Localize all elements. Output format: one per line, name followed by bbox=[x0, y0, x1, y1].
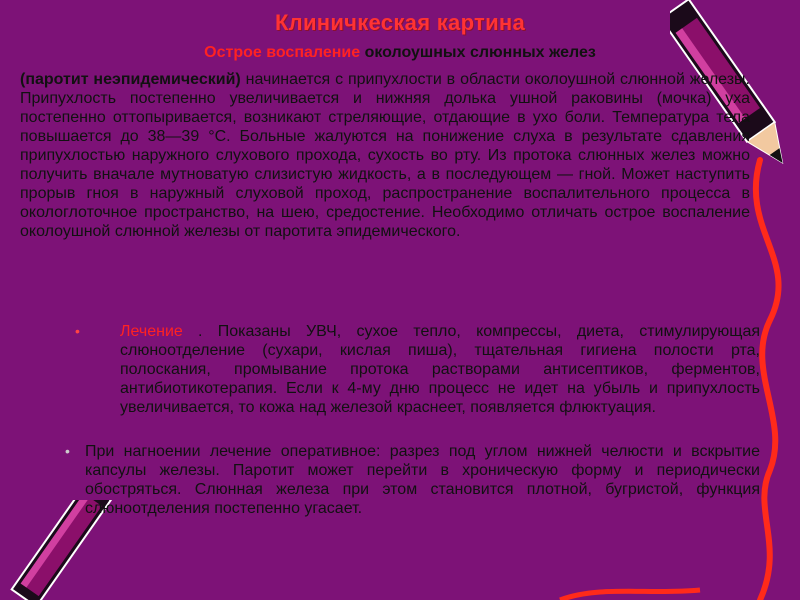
paragraph-lead: (паротит неэпидемический) bbox=[20, 71, 241, 88]
bullet-icon: • bbox=[75, 323, 80, 339]
subtitle-rest: околоушных слюнных желез bbox=[360, 44, 596, 61]
slide-title: Клиничкеская картина bbox=[274, 10, 526, 35]
main-paragraph bbox=[20, 70, 750, 241]
bullet-icon: • bbox=[65, 443, 70, 459]
treatment-bullet bbox=[75, 322, 760, 417]
squiggle-path-bottom bbox=[560, 590, 700, 600]
slide-subtitle bbox=[0, 44, 800, 62]
paragraph-body: начинается с припухлости в области околоушной слюнной железы. Припухлость постепенно увеличивается и нижняя долька ушной раковины (мочка) уха постепенно оттопыривается, возникают стреляющие, отдающие в ухо боли. Температура тела повышается до 38—39 °С. Больные жалуются на понижение слуха в результате сдавления припухлостью наружного слухового прохода, сухость во рту. Из протока слюнных желез можно получить вначале мутноватую слизистую жидкость, а в последующем — гной. Может наступить прорыв гноя в наружный слуховой проход, распространение воспалительного процесса в окологлоточное пространство, на шею, средостение. Необходимо отличать острое воспаление околоушной слюнной железы от паротита эпидемического. bbox=[20, 71, 750, 240]
treatment-label: Лечение bbox=[120, 323, 183, 340]
surgery-text: При нагноении лечение оперативное: разрез под углом нижней челюсти и вскрытие капсулы железы. Паротит может перейти в хроническую форму и периодически обостряться. Слюнная железа при этом становится плотной, бугристой, функция слюноотделения постепенно угасает. bbox=[85, 443, 760, 517]
treatment-text: . Показаны УВЧ, сухое тепло, компрессы, диета, стимулирующая слюноотделение (сухари, кислая пиша), тщательная гигиена полости рта, полоскания, промывание протока растворами антисептиков, ферментов, антибиотикотерапия. Если к 4-му дню процесс не идет на убыль и припухлость увеличивается, то кожа над железой краснеет, появляется флюктуация. bbox=[120, 323, 760, 416]
subtitle-highlight: Острое воспаление bbox=[204, 44, 361, 61]
surgery-bullet bbox=[65, 442, 760, 518]
